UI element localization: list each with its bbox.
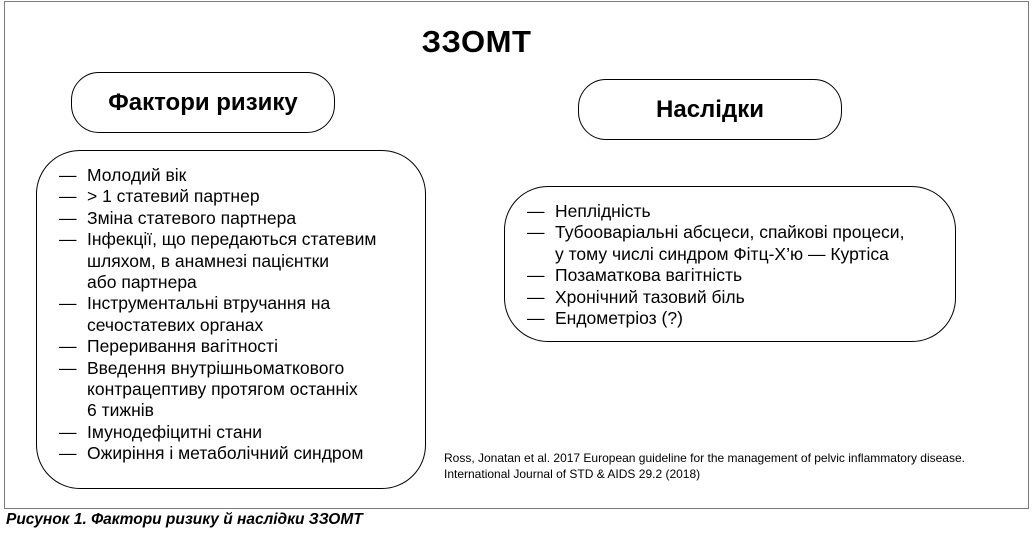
list-item-text: Неплідність bbox=[555, 201, 651, 221]
list-item-text: Зміна статевого партнера bbox=[87, 207, 297, 228]
risk-factors-box bbox=[36, 150, 426, 489]
list-item-text: Введення внутрішньоматкового bbox=[87, 357, 345, 378]
list-item-text: контрацептиву протягом останніх bbox=[87, 379, 358, 400]
list-item-text: Переривання вагітності bbox=[87, 336, 278, 357]
citation bbox=[444, 451, 965, 482]
bullet-dash: — bbox=[59, 336, 77, 357]
list-item-text: Позаматкова вагітність bbox=[555, 265, 743, 286]
bullet-dash: — bbox=[527, 286, 545, 307]
list-item bbox=[59, 293, 419, 336]
list-item-text: або партнера bbox=[87, 272, 197, 293]
list-item bbox=[59, 208, 419, 229]
list-item-text: > 1 статевий партнер bbox=[87, 186, 260, 207]
list-item bbox=[59, 336, 419, 357]
bullet-dash: — bbox=[59, 293, 77, 314]
list-item-text: Імунодефіцитні стани bbox=[87, 421, 263, 442]
list-item bbox=[527, 222, 947, 265]
figure-frame bbox=[4, 1, 1029, 509]
list-item-text: Інфекції, що передаються статевим bbox=[87, 229, 377, 250]
list-item-text: 6 тижнів bbox=[87, 400, 154, 421]
bullet-dash: — bbox=[527, 308, 545, 329]
bullet-dash: — bbox=[59, 357, 77, 378]
list-item bbox=[59, 443, 419, 464]
figure-caption: Рисунок 1. Фактори ризику й наслідки ЗЗОМТ bbox=[6, 511, 363, 528]
consequences-list bbox=[527, 201, 947, 329]
list-item-text: Молодий вік bbox=[87, 165, 187, 185]
list-item bbox=[59, 186, 419, 207]
consequences-box bbox=[504, 186, 956, 342]
risk-factors-list bbox=[59, 165, 419, 465]
bullet-dash: — bbox=[59, 165, 77, 185]
bullet-dash: — bbox=[527, 222, 545, 243]
diagram-title: ЗЗОМТ bbox=[421, 24, 532, 59]
list-item-text: у тому числі синдром Фітц-Х’ю — Куртіса bbox=[555, 243, 889, 264]
list-item-text: сечостатевих органах bbox=[87, 314, 264, 335]
bullet-dash: — bbox=[59, 207, 77, 228]
list-item bbox=[59, 165, 419, 186]
list-item bbox=[527, 308, 947, 329]
citation-line-2: International Journal of STD & AIDS 29.2 (2018) bbox=[444, 466, 701, 481]
risk-factors-heading: Фактори ризику bbox=[71, 72, 335, 133]
list-item bbox=[527, 201, 947, 222]
list-item-text: шляхом, в анамнезі пацієнтки bbox=[87, 250, 330, 271]
bullet-dash: — bbox=[527, 201, 545, 221]
bullet-dash: — bbox=[59, 443, 77, 464]
list-item-text: Інструментальні втручання на bbox=[87, 293, 331, 314]
list-item-text: Ожиріння і метаболічний синдром bbox=[87, 443, 364, 464]
list-item bbox=[59, 358, 419, 422]
citation-line-1: Ross, Jonatan et al. 2017 European guideline for the management of pelvic inflammatory disease. bbox=[444, 451, 965, 465]
list-item-text: Тубооваріальні абсцеси, спайкові процеси, bbox=[555, 222, 905, 243]
list-item-text: Хронічний тазовий біль bbox=[555, 286, 745, 307]
list-item bbox=[59, 229, 419, 293]
bullet-dash: — bbox=[59, 229, 77, 250]
list-item bbox=[527, 265, 947, 286]
bullet-dash: — bbox=[527, 265, 545, 286]
list-item-text: Ендометріоз (?) bbox=[555, 308, 683, 329]
list-item bbox=[527, 287, 947, 308]
list-item bbox=[59, 422, 419, 443]
bullet-dash: — bbox=[59, 186, 77, 207]
bullet-dash: — bbox=[59, 421, 77, 442]
consequences-heading: Наслідки bbox=[578, 79, 842, 140]
